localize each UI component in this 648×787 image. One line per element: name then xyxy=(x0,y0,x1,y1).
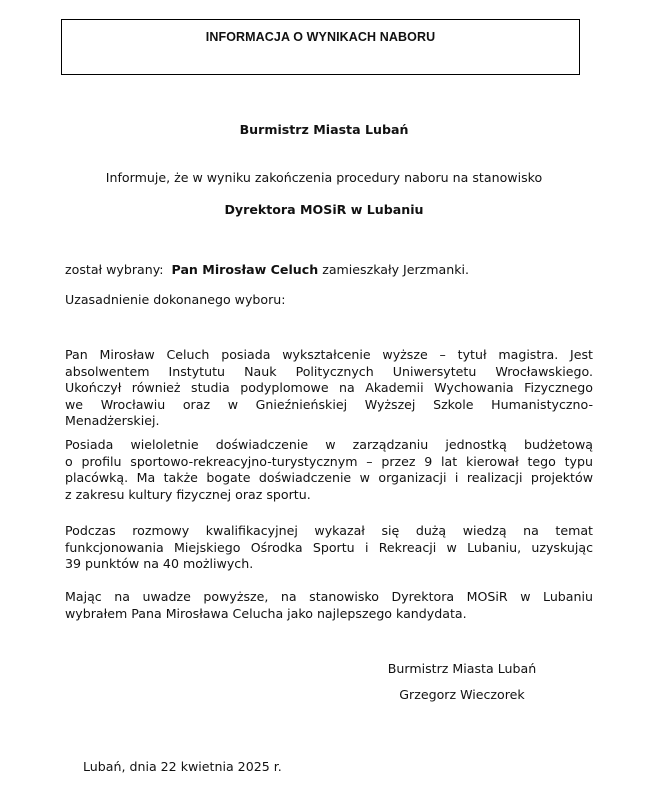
paragraph-interview xyxy=(65,523,593,573)
paragraph-line: absolwentem Instytutu Nauk Politycznych Uniwersytetu Wrocławskiego. xyxy=(65,363,593,379)
paragraph-line: Podczas rozmowy kwalifikacyjnej wykazał się dużą wiedzą na temat xyxy=(65,523,593,538)
candidate-name: Pan Mirosław Celuch xyxy=(171,262,319,277)
signature-name: Grzegorz Wieczorek xyxy=(399,687,525,702)
paragraph-line: placówką. Ma także bogate doświadczenie w organizacji i realizacji projektów xyxy=(65,470,593,485)
paragraph-line: 39 punktów na 40 możliwych. xyxy=(65,556,254,571)
selection-suffix: zamieszkały Jerzmanki. xyxy=(322,262,470,277)
header-box xyxy=(61,19,580,75)
paragraph-experience xyxy=(65,437,593,503)
selection-prefix: został wybrany: xyxy=(65,262,164,277)
paragraph-line: we Wrocławiu oraz w Gnieźnieńskiej Wyższej Szkole Humanistyczno- xyxy=(65,396,593,412)
paragraph-line: z zakresu kultury fizycznej oraz sportu. xyxy=(65,486,311,502)
paragraph-line: Pan Mirosław Celuch posiada wykształcenie wyższe – tytuł magistra. Jest xyxy=(65,347,593,362)
paragraph-line: wybrałem Pana Mirosława Celucha jako najlepszego kandydata. xyxy=(65,605,467,621)
intro-statement: Informuje, że w wyniku zakończenia procedury naboru na stanowisko xyxy=(105,170,543,185)
document-title: INFORMACJA O WYNIKACH NABORU xyxy=(205,30,436,44)
signature-title: Burmistrz Miasta Lubań xyxy=(387,661,537,676)
paragraph-line: funkcjonowania Miejskiego Ośrodka Sportu i Rekreacji w Lubaniu, uzyskując xyxy=(65,539,593,555)
paragraph-line: Posiada wieloletnie doświadczenie w zarządzaniu jednostką budżetową xyxy=(65,437,593,452)
issuer-heading: Burmistrz Miasta Lubań xyxy=(239,122,409,137)
date-line: Lubań, dnia 22 kwietnia 2025 r. xyxy=(83,759,282,774)
paragraph-conclusion xyxy=(65,589,593,622)
position-title: Dyrektora MOSiR w Lubaniu xyxy=(224,202,424,217)
selection-line xyxy=(65,262,469,277)
paragraph-line: Ukończył również studia podyplomowe na Akademii Wychowania Fizycznego xyxy=(65,380,593,395)
paragraph-line: Menadżerskiej. xyxy=(65,413,160,428)
justification-heading: Uzasadnienie dokonanego wyboru: xyxy=(65,292,286,307)
paragraph-line: Mając na uwadze powyższe, na stanowisko Dyrektora MOSiR w Lubaniu xyxy=(65,589,593,604)
paragraph-line: o profilu sportowo-rekreacyjno-turystycznym – przez 9 lat kierował tego typu xyxy=(65,453,593,469)
paragraph-education xyxy=(65,347,593,430)
